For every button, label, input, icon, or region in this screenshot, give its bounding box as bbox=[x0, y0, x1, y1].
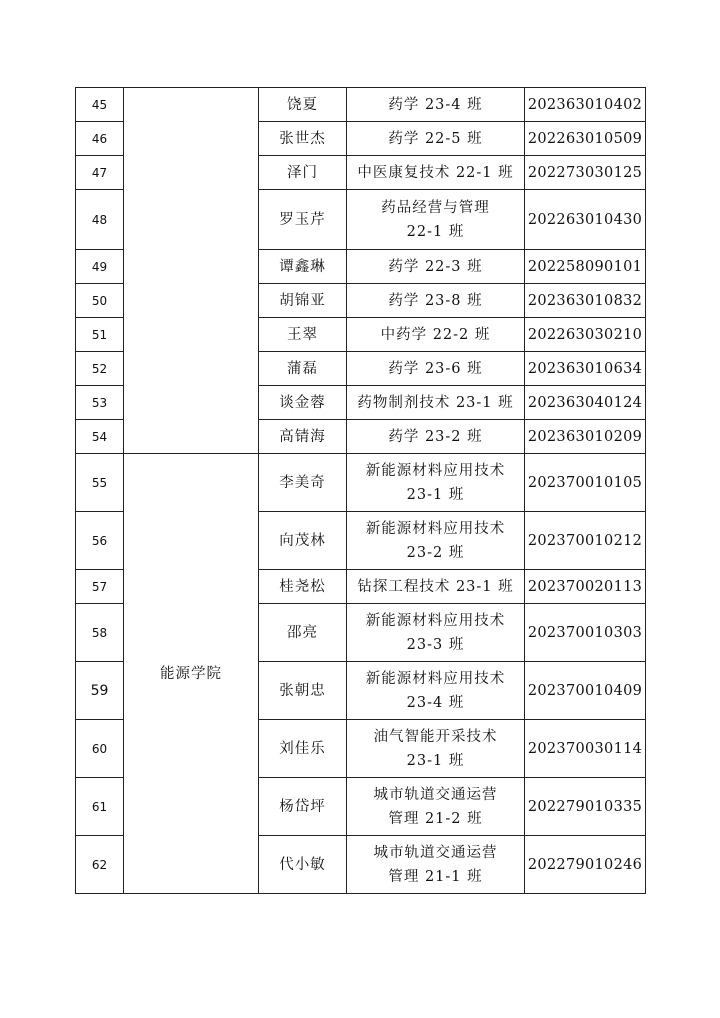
student-id: 202258090101 bbox=[525, 250, 646, 284]
student-name: 泽门 bbox=[259, 156, 347, 190]
row-number: 56 bbox=[76, 512, 124, 570]
class-name-line: 中医康复技术 22-1 班 bbox=[357, 164, 514, 181]
student-id: 202370010105 bbox=[525, 454, 646, 512]
class-name-line: 城市轨道交通运营 bbox=[373, 844, 498, 861]
class-name-line: 药物制剂技术 23-1 班 bbox=[357, 394, 514, 411]
student-name: 李美奇 bbox=[259, 454, 347, 512]
row-number: 52 bbox=[76, 352, 124, 386]
row-number: 53 bbox=[76, 386, 124, 420]
class-name-line: 钻探工程技术 23-1 班 bbox=[357, 578, 514, 595]
class-name bbox=[347, 156, 525, 190]
row-number: 47 bbox=[76, 156, 124, 190]
row-number: 61 bbox=[76, 778, 124, 836]
class-name-line: 药学 23-2 班 bbox=[388, 428, 483, 445]
class-name bbox=[347, 122, 525, 156]
class-name-line: 药品经营与管理 bbox=[381, 199, 490, 216]
student-id: 202279010335 bbox=[525, 778, 646, 836]
class-name bbox=[347, 352, 525, 386]
student-name: 刘佳乐 bbox=[259, 720, 347, 778]
class-name-line: 管理 21-2 班 bbox=[388, 810, 483, 827]
student-name: 张世杰 bbox=[259, 122, 347, 156]
class-name-line: 城市轨道交通运营 bbox=[373, 786, 498, 803]
class-name-line: 药学 23-6 班 bbox=[388, 360, 483, 377]
class-name bbox=[347, 284, 525, 318]
student-name: 饶夏 bbox=[259, 88, 347, 122]
class-name bbox=[347, 454, 525, 512]
row-number: 59 bbox=[76, 662, 124, 720]
class-name-line: 23-2 班 bbox=[406, 544, 465, 561]
class-name-line: 药学 22-5 班 bbox=[388, 130, 483, 147]
row-number: 51 bbox=[76, 318, 124, 352]
row-number: 57 bbox=[76, 570, 124, 604]
class-name-line: 药学 23-8 班 bbox=[388, 292, 483, 309]
class-name bbox=[347, 836, 525, 894]
student-id: 202370020113 bbox=[525, 570, 646, 604]
student-name: 邵亮 bbox=[259, 604, 347, 662]
class-name bbox=[347, 604, 525, 662]
row-number: 55 bbox=[76, 454, 124, 512]
student-roster-table bbox=[75, 87, 646, 894]
student-name: 蒲磊 bbox=[259, 352, 347, 386]
class-name-line: 药学 22-3 班 bbox=[388, 258, 483, 275]
student-name: 高锖海 bbox=[259, 420, 347, 454]
student-name: 王翠 bbox=[259, 318, 347, 352]
student-name: 谈金蓉 bbox=[259, 386, 347, 420]
class-name bbox=[347, 250, 525, 284]
class-name-line: 新能源材料应用技术 bbox=[365, 612, 506, 629]
class-name-line: 23-1 班 bbox=[406, 752, 465, 769]
student-id: 202363040124 bbox=[525, 386, 646, 420]
class-name bbox=[347, 720, 525, 778]
student-name: 代小敏 bbox=[259, 836, 347, 894]
class-name-line: 23-1 班 bbox=[406, 486, 465, 503]
college-name: 能源学院 bbox=[124, 454, 259, 894]
class-name bbox=[347, 512, 525, 570]
class-name bbox=[347, 778, 525, 836]
class-name-line: 油气智能开采技术 bbox=[373, 728, 498, 745]
class-name bbox=[347, 386, 525, 420]
table-row bbox=[76, 454, 646, 512]
class-name-line: 药学 23-4 班 bbox=[388, 96, 483, 113]
class-name-line: 新能源材料应用技术 bbox=[365, 670, 506, 687]
row-number: 48 bbox=[76, 190, 124, 250]
class-name bbox=[347, 190, 525, 250]
student-id: 202363010209 bbox=[525, 420, 646, 454]
student-id: 202363010634 bbox=[525, 352, 646, 386]
student-id: 202263010430 bbox=[525, 190, 646, 250]
college-name bbox=[124, 88, 259, 454]
class-name bbox=[347, 662, 525, 720]
class-name-line: 管理 21-1 班 bbox=[388, 868, 483, 885]
row-number: 46 bbox=[76, 122, 124, 156]
class-name bbox=[347, 570, 525, 604]
student-name: 谭鑫琳 bbox=[259, 250, 347, 284]
class-name-line: 23-3 班 bbox=[406, 636, 465, 653]
student-name: 胡锦亚 bbox=[259, 284, 347, 318]
roster-body bbox=[76, 88, 646, 894]
student-id: 202370010303 bbox=[525, 604, 646, 662]
row-number: 58 bbox=[76, 604, 124, 662]
student-id: 202273030125 bbox=[525, 156, 646, 190]
student-name: 杨岱坪 bbox=[259, 778, 347, 836]
student-id: 202279010246 bbox=[525, 836, 646, 894]
class-name-line: 23-4 班 bbox=[406, 694, 465, 711]
class-name-line: 22-1 班 bbox=[406, 223, 465, 240]
class-name bbox=[347, 88, 525, 122]
class-name-line: 新能源材料应用技术 bbox=[365, 520, 506, 537]
student-id: 202370030114 bbox=[525, 720, 646, 778]
student-id: 202370010212 bbox=[525, 512, 646, 570]
student-name: 张朝忠 bbox=[259, 662, 347, 720]
row-number: 50 bbox=[76, 284, 124, 318]
class-name-line: 新能源材料应用技术 bbox=[365, 462, 506, 479]
student-name: 桂尧松 bbox=[259, 570, 347, 604]
student-name: 向茂林 bbox=[259, 512, 347, 570]
row-number: 45 bbox=[76, 88, 124, 122]
student-id: 202370010409 bbox=[525, 662, 646, 720]
student-id: 202263030210 bbox=[525, 318, 646, 352]
table-row bbox=[76, 88, 646, 122]
class-name bbox=[347, 318, 525, 352]
student-id: 202363010402 bbox=[525, 88, 646, 122]
class-name-line: 中药学 22-2 班 bbox=[380, 326, 491, 343]
row-number: 54 bbox=[76, 420, 124, 454]
student-id: 202263010509 bbox=[525, 122, 646, 156]
student-id: 202363010832 bbox=[525, 284, 646, 318]
row-number: 49 bbox=[76, 250, 124, 284]
class-name bbox=[347, 420, 525, 454]
row-number: 60 bbox=[76, 720, 124, 778]
row-number: 62 bbox=[76, 836, 124, 894]
student-name: 罗玉芹 bbox=[259, 190, 347, 250]
